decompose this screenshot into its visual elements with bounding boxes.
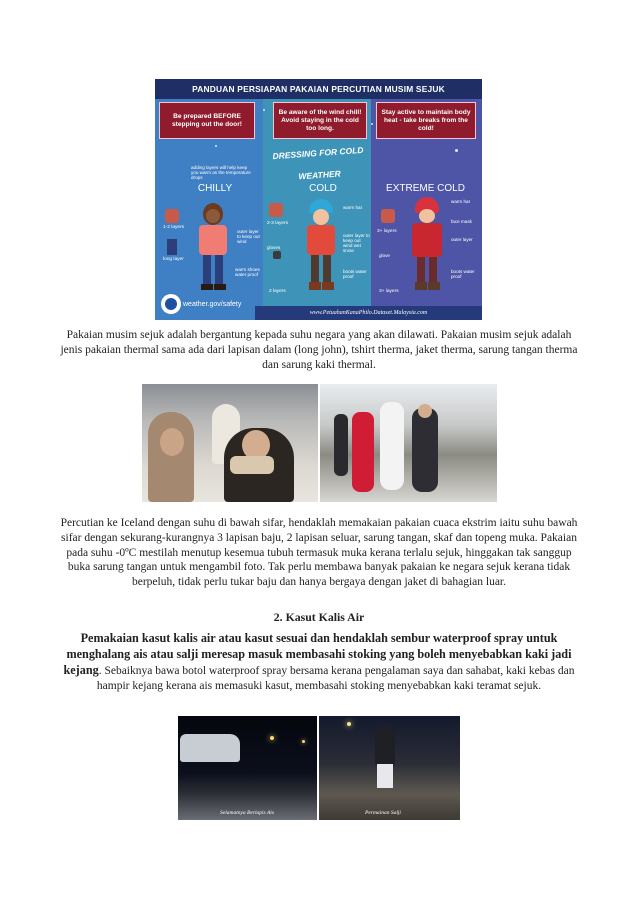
extreme-boots-label: boots water proof <box>451 269 475 279</box>
cold-pants-layers-label: 2 layers <box>269 289 286 294</box>
chilly-layers-label: 1-2 layers <box>163 225 185 230</box>
chilly-shoes-label: warm shoes water proof <box>235 267 260 277</box>
paragraph-rest-text: . Sebaiknya bawa botol waterproof spray bersama kerana pengalaman saya dan sahabat, kaki kebas dan hampir kejang kerana ais memasuki kasut, membasahi stoking menyebabkan kaki teramat sejuk. <box>96 665 575 692</box>
extreme-jacket-icon <box>381 209 395 223</box>
cold-glove-icon <box>273 251 281 259</box>
chilly-outer-layer-label: outer layer to keep out wind <box>237 229 260 244</box>
noaa-logo <box>161 294 181 314</box>
person-figure <box>334 414 348 476</box>
extreme-glove-label: glove <box>379 253 390 258</box>
paragraph-winter-clothing: Pakaian musim sejuk adalah bergantung kepada suhu negara yang akan dilawati. Pakaian musim sejuk adalah jenis pakaian thermal sama ada dari lapisan dalam (long john), tshirt therma, jaket therma, sarung tangan therma dan sarung kaki thermal. <box>60 329 578 371</box>
person-figure <box>380 402 404 490</box>
cold-outer-layer-label: outer layer to keep out wind wet snow <box>343 233 370 253</box>
extreme-outer-layer-label: outer layer <box>451 237 473 242</box>
chilly-note: adding layers will help keep you warm as the temperature drops <box>191 165 251 180</box>
cold-kid-illustration <box>301 199 341 294</box>
person-figure <box>148 412 194 502</box>
extreme-hat-label: warm hat <box>451 199 470 204</box>
person-figure <box>375 726 395 766</box>
cold-boots-label: boots water proof <box>343 269 367 279</box>
star-decoration <box>263 109 265 111</box>
paragraph-bold-text: Pemakaian kasut kalis air atau kasut sesuai dan hendaklah sembur waterproof spray untuk menghalang ais atau salji meresap masuk membasahi stoking yang boleh menyebabkan kaki jadi kejang <box>63 631 572 677</box>
paragraph-waterproof-shoes <box>58 631 580 694</box>
column-title-extreme-cold: EXTREME COLD <box>386 183 465 194</box>
street-light <box>302 740 305 743</box>
paragraph-iceland-trip: Percutian ke Iceland dengan suhu di bawah sifar, hendaklah memakaian pakaian cuaca ekstrim iaitu suhu bawah sifar dengan sekurang-kurangnya 3 lapisan baju, 2 lapisan seluar, sarung tangan, skaf dan topeng muka. Pakaian pada suhu -0ºC mestilah menutup kesemua tubuh termasuk muka kerana terlalu sejuk, hinggakan tak sanggup buka sarung tangan untuk mengambil foto. Tak perlu membawa banyak pakaian ke negara sejuk kerana tidak berpeluh, tidak perlu tukar baju dan hanya bergaya dengan jaket di bahagian luar. <box>60 517 578 589</box>
extreme-face-mask-label: face mask <box>451 219 472 224</box>
chilly-long-layer-label: long layer <box>163 257 184 262</box>
photo-credit: www.PetuahanKanaPhilo.Dataset.Malaysia.com <box>255 306 482 320</box>
column-title-chilly: CHILLY <box>197 183 233 194</box>
dressing-title: DRESSING FOR COLD WEATHER <box>272 144 364 182</box>
extreme-cold-kid-illustration <box>407 197 447 294</box>
street-light <box>347 722 351 726</box>
extreme-layers-label: 3+ layers <box>377 229 397 234</box>
face-figure <box>418 404 432 418</box>
photo-group-selfie <box>142 384 318 502</box>
photo-snow-play <box>319 716 460 820</box>
photo-caption: Permainan Salji <box>365 810 401 816</box>
tip-card-wind-chill: Be aware of the wind chill! Avoid staying in the cold too long. <box>273 102 367 139</box>
infographic-banner: PANDUAN PERSIAPAN PAKAIAN PERCUTIAN MUSIM SEJUK <box>155 79 482 99</box>
extreme-pants-layers-label: 3+ layers <box>379 289 399 294</box>
photo-group-standing <box>320 384 497 502</box>
section-heading-waterproof-shoes: 2. Kasut Kalis Air <box>273 610 365 624</box>
person-figure <box>352 412 374 492</box>
photo-caption: Selamatnya Berlapis Ais <box>220 810 274 816</box>
chilly-kid-illustration <box>193 199 233 294</box>
person-figure <box>412 408 438 492</box>
star-decoration <box>371 123 373 125</box>
photo-night-road <box>178 716 317 820</box>
star-decoration <box>215 145 217 147</box>
column-title-cold: COLD <box>309 183 337 194</box>
person-legs <box>377 764 393 788</box>
tip-card-stay-active: Stay active to maintain body heat - take breaks from the cold! <box>376 102 476 139</box>
cold-hat-label: warm hat <box>343 205 362 210</box>
cold-gloves-label: gloves <box>267 245 281 250</box>
cold-weather-infographic <box>155 79 482 320</box>
street-light <box>270 736 274 740</box>
cold-jacket-icon <box>269 203 283 217</box>
scarf-figure <box>230 456 274 474</box>
cold-layers-label: 2-3 layers <box>267 221 289 226</box>
weather-gov-url: weather.gov/safety <box>183 301 242 308</box>
chilly-pants-icon <box>167 239 177 255</box>
chilly-jacket-icon <box>165 209 179 223</box>
star-decoration <box>455 149 458 152</box>
van-figure <box>180 734 240 762</box>
tip-card-prepared: Be prepared BEFORE stepping out the door! <box>159 102 255 139</box>
face-figure <box>160 428 184 456</box>
